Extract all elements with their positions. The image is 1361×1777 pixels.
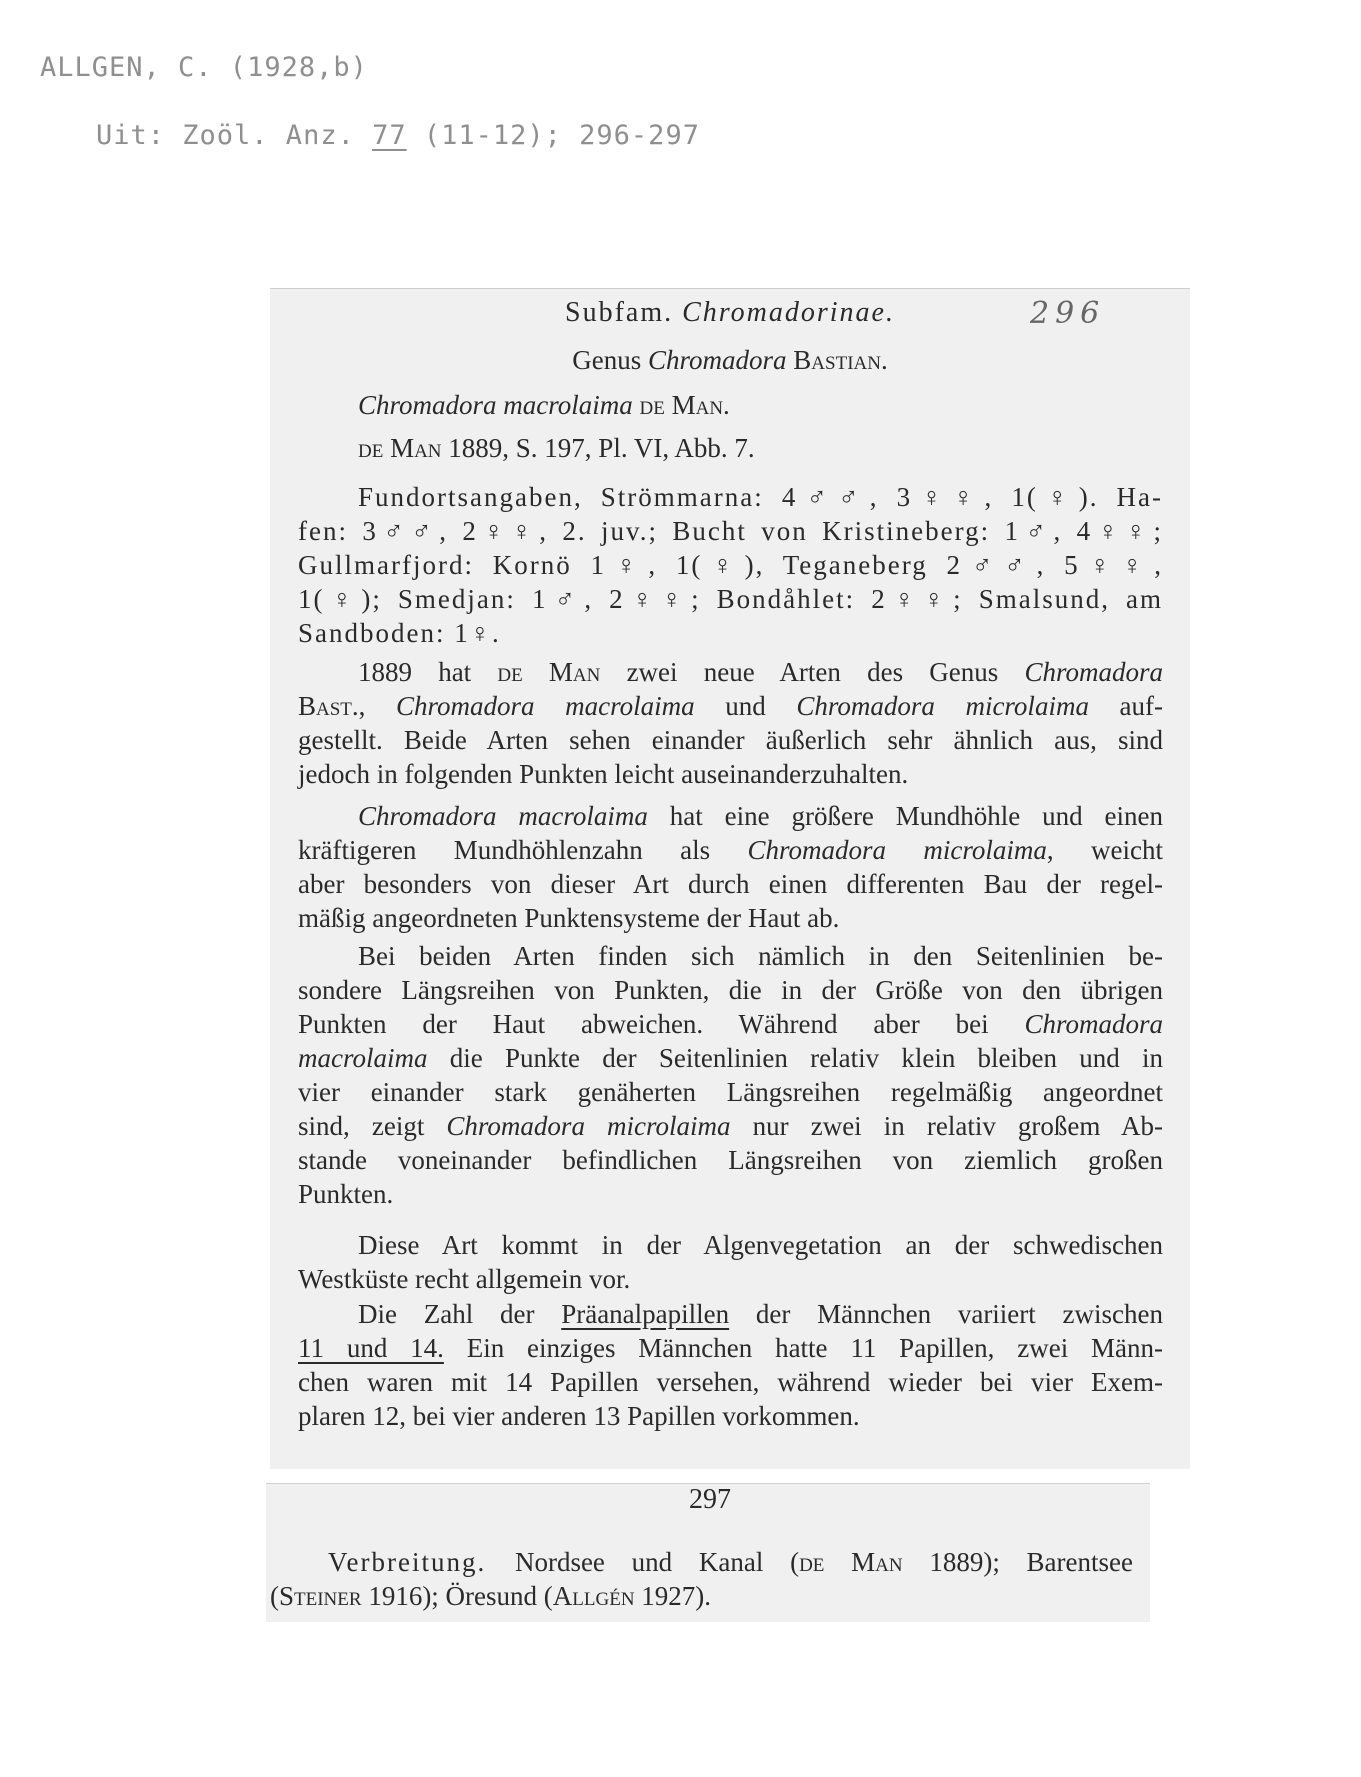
author-name: Allgén [552, 1581, 635, 1611]
subfamily-heading [270, 296, 1190, 330]
citation-source-suffix: (11-12); 296-297 [406, 120, 700, 151]
taxon-name: Chromadora macrolaima [358, 801, 648, 831]
species-heading [358, 388, 730, 422]
fundort-line: Gullmarfjord: Kornö 1♀, 1(♀), Teganeberg 2♂♂, 5♀♀, [298, 550, 1163, 580]
paragraph-line [298, 689, 1163, 723]
text-run: sind, zeigt [298, 1111, 447, 1141]
genus-label: Genus [572, 345, 649, 375]
paragraph-line [298, 1041, 1163, 1075]
paragraph-line: aber besonders von dieser Art durch einen differenten Bau der regel- [298, 869, 1163, 899]
text-run: 1927). [634, 1581, 712, 1611]
subfamily-name: Chromadorinae. [682, 297, 895, 328]
citation-source-line [96, 120, 700, 151]
paragraph-line [298, 833, 1163, 867]
author-name: de Man [497, 657, 601, 687]
handwritten-page-number: 296 [1030, 296, 1106, 331]
verbreitung-line [270, 1579, 711, 1613]
text-run: hat eine größere Mundhöhle und einen [647, 801, 1163, 831]
verbreitung-line [328, 1545, 1133, 1579]
paragraph-line: Westküste recht allgemein vor. [298, 1264, 631, 1294]
underlined-term: Präanalpapillen [561, 1299, 730, 1329]
text-run: die Punkte der Seitenlinien relativ klein bleiben und in [427, 1043, 1163, 1073]
text-run: 1889 hat [358, 657, 498, 687]
author-name: de Man [799, 1547, 903, 1577]
paragraph-line: vier einander stark genäherten Längsreihen regelmäßig angeordnet [298, 1077, 1163, 1107]
taxon-name: macrolaima [298, 1043, 428, 1073]
text-run: Ein einziges Männchen hatte 11 Papillen, zwei Männ- [443, 1333, 1164, 1363]
paragraph-line [358, 655, 1163, 689]
genus-heading [270, 343, 1190, 377]
text-run: 1889); Barentsee [902, 1547, 1133, 1577]
text-run: nur zwei in relativ großem Ab- [730, 1111, 1163, 1141]
paragraph-line: Diese Art kommt in der Algenvegetation an der schwedischen [358, 1230, 1163, 1260]
fundort-line: fen: 3♂♂, 2♀♀, 2. juv.; Bucht von Kristineberg: 1♂, 4♀♀; [298, 516, 1163, 546]
paragraph-line [298, 1109, 1163, 1143]
paragraph-line: Punkten. [298, 1179, 394, 1209]
genus-name: Chromadora [648, 345, 787, 375]
paragraph-line: plaren 12, bei vier anderen 13 Papillen vorkommen. [298, 1401, 860, 1431]
citation-source-prefix: Uit: Zoöl. Anz. [96, 120, 373, 151]
author-name: Bast. [298, 691, 359, 721]
text-run: zwei neue Arten des Genus [600, 657, 1025, 687]
text-run: der Männchen variiert zwischen [729, 1299, 1163, 1329]
species-reference [358, 431, 755, 465]
fundort-line: Fundortsangaben, Strömmarna: 4♂♂, 3♀♀, 1(♀). Ha- [358, 482, 1163, 512]
citation-volume: 77 [372, 120, 407, 151]
paragraph-line [358, 1297, 1163, 1331]
fundort-line: Sandboden: 1♀. [298, 618, 501, 648]
text-run: ( [270, 1581, 279, 1611]
paragraph-line: sondere Längsreihen von Punkten, die in der Größe von den übrigen [298, 975, 1163, 1005]
taxon-name: Chromadora [1024, 657, 1163, 687]
taxon-name: Chromadora microlaima [747, 835, 1047, 865]
text-run: und [694, 691, 797, 721]
taxon-name: Chromadora microlaima [796, 691, 1089, 721]
fundort-line: 1(♀); Smedjan: 1♂, 2♀♀; Bondåhlet: 2♀♀; Smalsund, am [298, 584, 1163, 614]
text-run: Die Zahl der [358, 1299, 562, 1329]
text-run: Nordsee und Kanal ( [514, 1547, 800, 1577]
author-name: Steiner [279, 1581, 362, 1611]
taxon-name: Chromadora [1024, 1009, 1163, 1039]
taxon-name: Chromadora microlaima [446, 1111, 731, 1141]
paragraph-line: mäßig angeordneten Punktensysteme der Haut ab. [298, 903, 840, 933]
species-ref-text: 1889, S. 197, Pl. VI, Abb. 7. [448, 433, 755, 463]
page-number: 297 [689, 1484, 731, 1515]
text-run: Punkten der Haut abweichen. Während aber bei [298, 1009, 1025, 1039]
paragraph-line [358, 799, 1163, 833]
citation-author-line: ALLGEN, C. (1928,b) [40, 52, 368, 83]
species-name: Chromadora macrolaima [358, 390, 633, 420]
paragraph-line [298, 1331, 1163, 1365]
text-run: kräftigeren Mundhöhlenzahn als [298, 835, 748, 865]
text-run: , weicht [1046, 835, 1163, 865]
genus-author: Bastian. [793, 345, 888, 375]
taxon-name: Chromadora macrolaima [396, 691, 695, 721]
species-ref-author: de Man [358, 433, 442, 463]
section-label: Verbreitung. [328, 1547, 515, 1577]
species-author: de Man. [639, 390, 730, 420]
paragraph-line [298, 1007, 1163, 1041]
paragraph-line: jedoch in folgenden Punkten leicht auseinanderzuhalten. [298, 759, 909, 789]
text-run: 1916); Öresund ( [361, 1581, 553, 1611]
underlined-term: 11 und 14. [298, 1333, 444, 1363]
paragraph-line: chen waren mit 14 Papillen versehen, während wieder bei vier Exem- [298, 1367, 1163, 1397]
paragraph-line: stande voneinander befindlichen Längsreihen von ziemlich großen [298, 1145, 1163, 1175]
subfamily-label: Subfam. [565, 297, 683, 328]
text-run: , [358, 691, 397, 721]
paragraph-line: Bei beiden Arten finden sich nämlich in den Seitenlinien be- [358, 941, 1163, 971]
text-run: auf- [1088, 691, 1164, 721]
paragraph-line: gestellt. Beide Arten sehen einander äußerlich sehr ähnlich aus, sind [298, 725, 1163, 755]
